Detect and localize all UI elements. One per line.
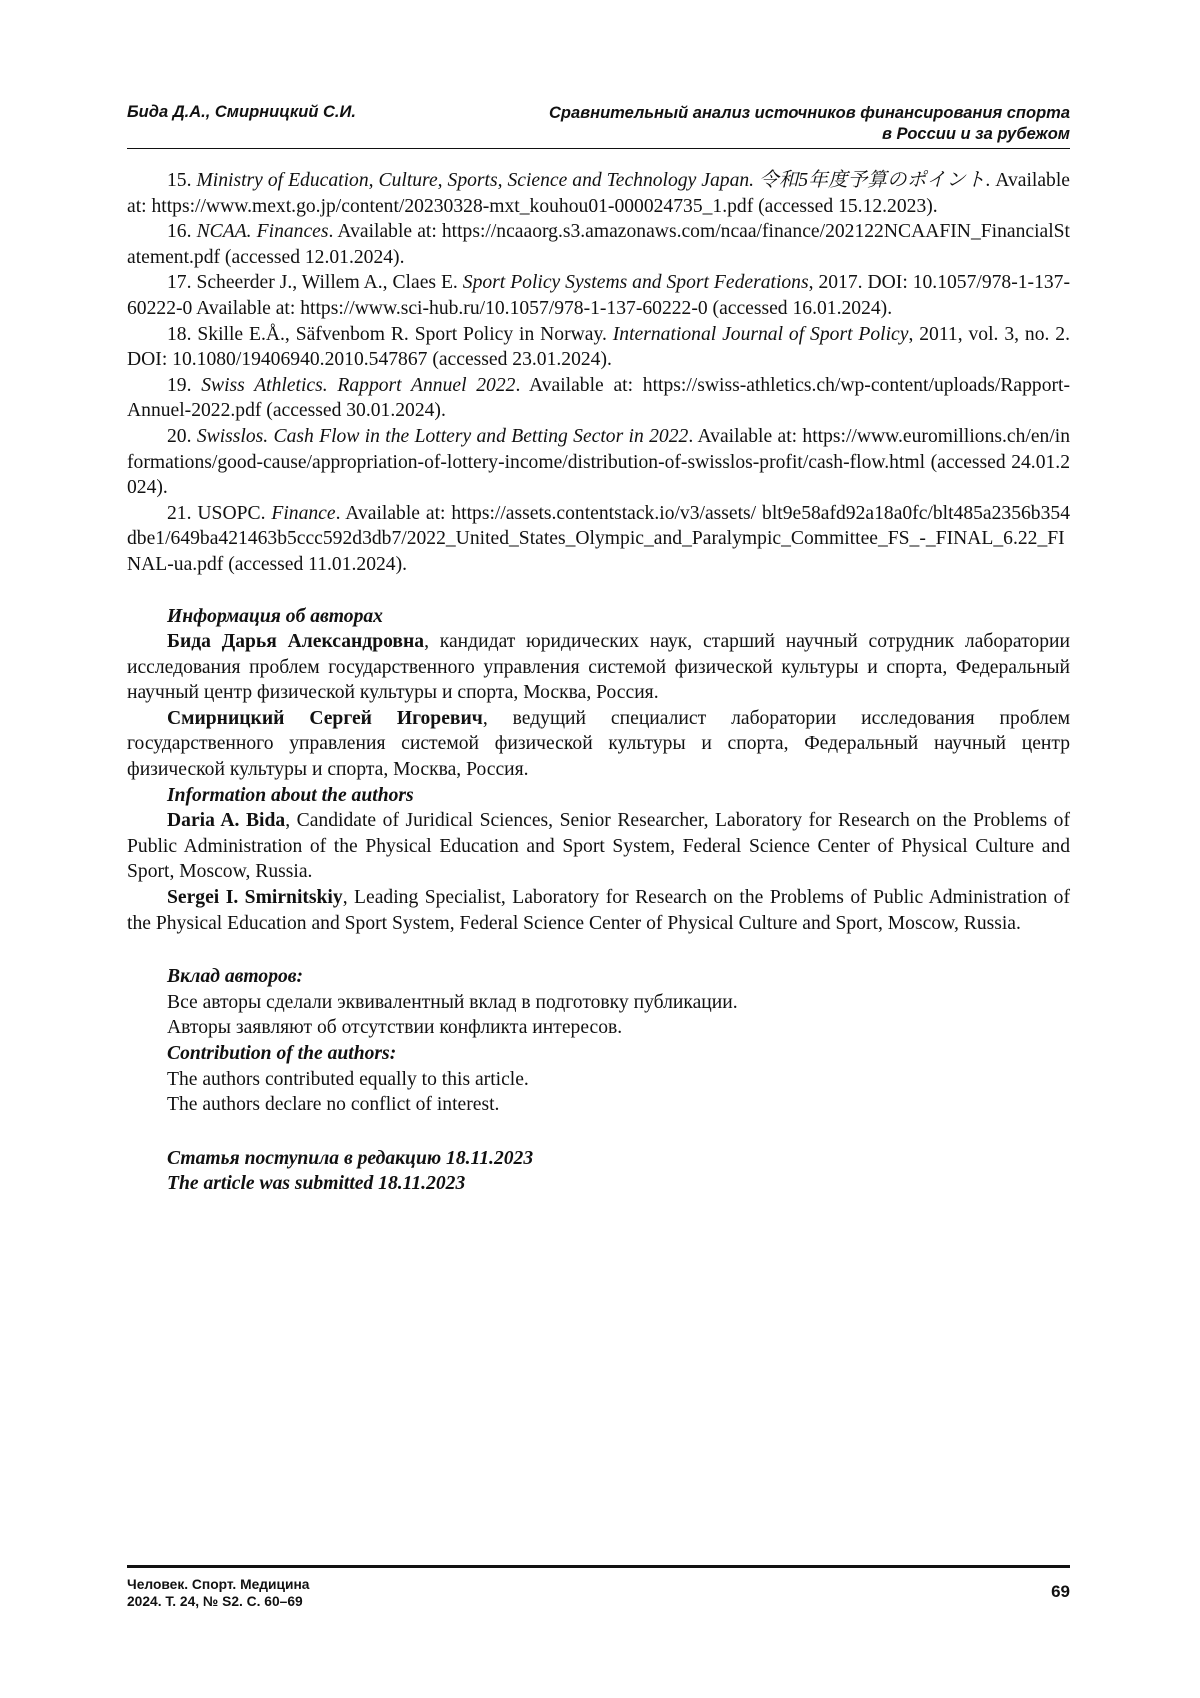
header-title-line-1: Сравнительный анализ источников финансирования спорта xyxy=(548,104,1070,122)
author-affiliation: , Candidate of Juridical Sciences, Senior Researcher, Laboratory for Research on the Problems of Public Administration of the Physical Education and Sport System, Federal Science Center of Physical Culture and Sport, Moscow, Russia. xyxy=(127,810,1070,883)
running-header xyxy=(127,100,1070,149)
reference-authors: Scheerder J., Willem A., Claes E. xyxy=(196,272,463,294)
reference-details: . Available at: https://www.euromillions.ch/en/informations/good-cause/appropriation-of-lottery-income/distribution-of-swisslos-profit/cash-flow.html (accessed 24.01.2024). xyxy=(127,425,1070,499)
author-name: Sergei I. Smirnitskiy xyxy=(167,887,343,909)
reference-item-15 xyxy=(127,168,1070,219)
contribution-section xyxy=(127,964,1070,1118)
contribution-line-1-ru: Все авторы сделали эквивалентный вклад в подготовку публикации. xyxy=(167,991,738,1013)
author-affiliation: , кандидат юридических наук, старший научный сотрудник лаборатории исследования проблем государственного управления системой физической культуры и спорта, Федеральный научный центр физической культуры и спорта, Москва, Россия. xyxy=(127,631,1070,704)
reference-number: 19. xyxy=(167,374,192,396)
reference-item-18 xyxy=(127,322,1070,373)
reference-title: Sport Policy Systems and Sport Federations xyxy=(462,272,809,294)
authors-heading-en: Information about the authors xyxy=(167,784,414,806)
submitted-date-ru: Статья поступила в редакцию 18.11.2023 xyxy=(167,1147,534,1169)
reference-details: , 2017. DOI: 10.1057/978-1-137-60222-0 Available at: https://www.sci-hub.ru/10.1057/978-1-137-60222-0 (accessed 16.01.2024). xyxy=(127,272,1070,319)
reference-item-19 xyxy=(127,373,1070,424)
reference-item-16 xyxy=(127,219,1070,270)
reference-item-17 xyxy=(127,270,1070,321)
header-title-line-2: в России и за рубежом xyxy=(882,125,1070,143)
reference-details: , 2011, vol. 3, no. 2. DOI: 10.1080/19406940.2010.547867 (accessed 23.01.2024). xyxy=(127,323,1070,371)
contribution-heading-en: Contribution of the authors: xyxy=(167,1043,397,1064)
footer-journal: Человек. Спорт. Медицина xyxy=(127,1577,310,1592)
footer-issue: 2024. Т. 24, № S2. С. 60–69 xyxy=(127,1594,303,1609)
header-authors: Бида Д.А., Смирницкий С.И. xyxy=(127,103,356,121)
reference-details: . Available at: https://assets.contentstack.io/v3/assets/ blt9e58afd92a18a0fc/blt485a2356b354dbe1/649ba421463b5ccc592d3db7/2022_United_States_Olympic_and_Paralympic_Committee_FS_-_FINAL_6.22_FINAL-ua.pdf (accessed 11.01.2024). xyxy=(127,502,1070,575)
reference-title: NCAA. Finances xyxy=(196,221,329,243)
author-name: Бида Дарья Александровна xyxy=(167,631,425,653)
reference-number: 17. xyxy=(167,272,192,294)
reference-item-20 xyxy=(127,424,1070,501)
authors-heading-ru: Информация об авторах xyxy=(167,605,383,627)
reference-authors: USOPC. xyxy=(197,502,272,524)
authors-info-ru xyxy=(127,604,1070,783)
contribution-heading-ru: Вклад авторов: xyxy=(167,966,304,988)
footer-citation xyxy=(127,1576,309,1610)
author-1-en xyxy=(127,808,1070,885)
reference-title: Swisslos. Cash Flow in the Lottery and Betting Sector in 2022 xyxy=(196,425,689,447)
header-article-title xyxy=(549,103,1070,145)
reference-number: 20. xyxy=(167,425,192,447)
reference-title: Swiss Athletics. Rapport Annuel 2022 xyxy=(201,374,516,396)
author-name: Daria A. Bida xyxy=(167,810,286,832)
author-2-en xyxy=(127,885,1070,936)
authors-info-en xyxy=(127,783,1070,937)
author-affiliation: , Leading Specialist, Laboratory for Research on the Problems of Public Administration of the Physical Education and Sport System, Federal Science Center of Physical Culture and Sport, Moscow, Russia. xyxy=(127,887,1071,934)
page-body xyxy=(127,168,1070,1197)
submitted-date-en: The article was submitted 18.11.2023 xyxy=(167,1173,466,1195)
reference-title: Ministry of Education, Culture, Sports, Science and Technology Japan. 令和5年度予算のポイント xyxy=(196,170,986,191)
reference-number: 15. xyxy=(167,170,192,191)
page-footer xyxy=(127,1565,1070,1618)
reference-title: Finance xyxy=(271,502,336,524)
page-number: 69 xyxy=(1051,1582,1070,1601)
reference-item-21 xyxy=(127,501,1070,578)
reference-number: 16. xyxy=(167,221,192,243)
reference-details: . Available at: https://ncaaorg.s3.amazonaws.com/ncaa/finance/202122NCAAFIN_FinancialStatement.pdf (accessed 12.01.2024). xyxy=(127,221,1070,268)
contribution-line-2-en: The authors declare no conflict of interest. xyxy=(167,1094,500,1116)
reference-list xyxy=(127,168,1070,578)
author-2-ru xyxy=(127,706,1070,783)
author-name: Смирницкий Сергей Игоревич xyxy=(167,707,483,729)
reference-details: . Available at: https://www.mext.go.jp/content/20230328-mxt_kouhou01-000024735_1.pdf (accessed 15.12.2023). xyxy=(127,170,1070,217)
reference-number: 18. xyxy=(167,323,192,345)
submission-section xyxy=(127,1146,1070,1197)
reference-details: . Available at: https://swiss-athletics.ch/wp-content/uploads/Rapport-Annuel-2022.pdf (accessed 30.01.2024). xyxy=(127,374,1070,422)
author-affiliation: , ведущий специалист лаборатории исследования проблем государственного управления системой физической культуры и спорта, Федеральный научный центр физической культуры и спорта, Москва, Россия. xyxy=(127,707,1070,781)
author-1-ru xyxy=(127,629,1070,706)
reference-authors: Skille E.Å., Säfvenbom R. Sport Policy in Norway. xyxy=(197,323,613,345)
reference-number: 21. xyxy=(167,502,192,524)
contribution-line-2-ru: Авторы заявляют об отсутствии конфликта интересов. xyxy=(167,1017,623,1039)
reference-title: International Journal of Sport Policy xyxy=(612,323,909,345)
contribution-line-1-en: The authors contributed equally to this article. xyxy=(167,1068,529,1090)
